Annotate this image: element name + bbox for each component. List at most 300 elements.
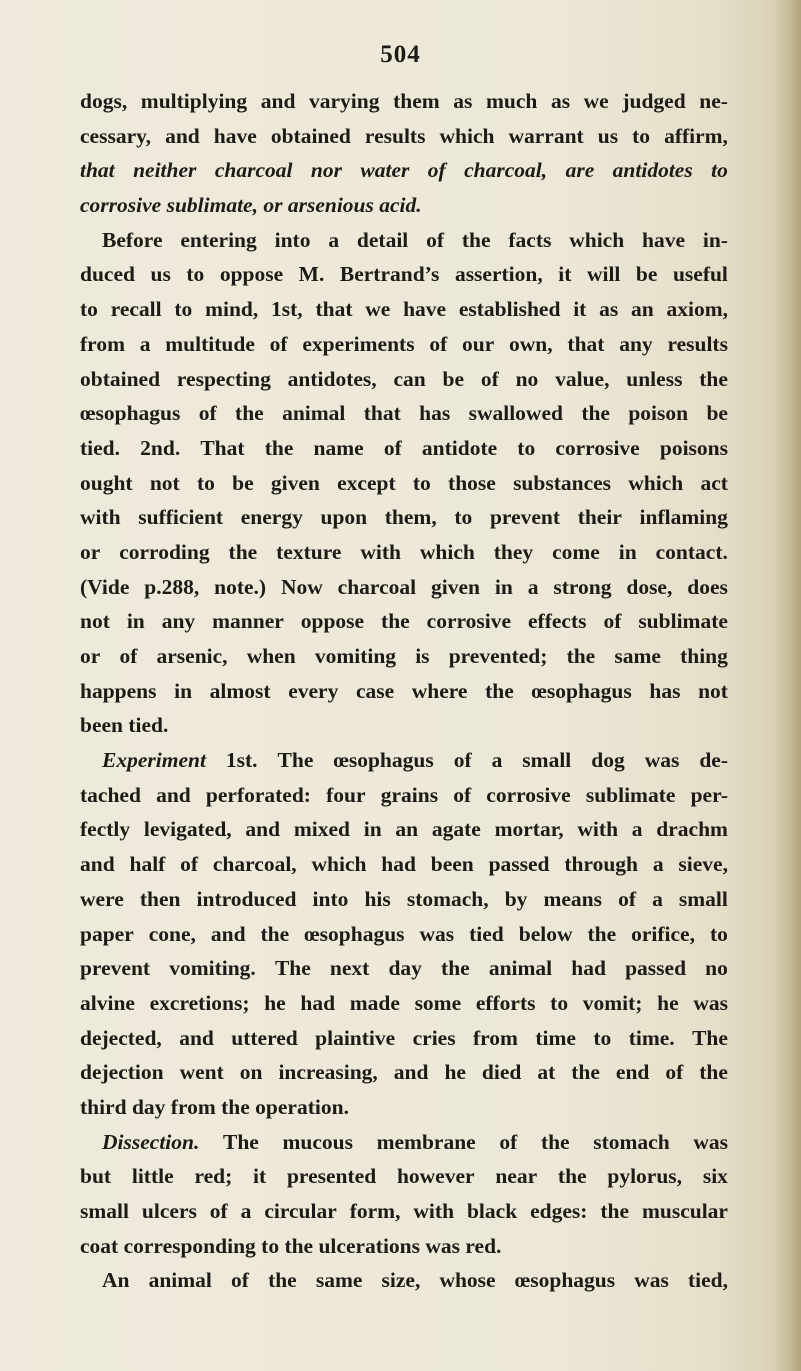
word: of: [453, 748, 472, 773]
word: it: [558, 262, 572, 287]
word: the: [699, 366, 728, 391]
word: œsophagus: [514, 1268, 616, 1293]
word: tied: [469, 921, 504, 946]
word: in: [618, 539, 637, 564]
word: of: [119, 644, 138, 668]
word: same: [315, 1268, 363, 1293]
word: no: [515, 366, 539, 391]
word: next: [329, 956, 370, 981]
word: then: [139, 886, 181, 911]
word: have: [403, 297, 447, 322]
word: perforated:: [205, 782, 311, 807]
word: energy: [240, 505, 303, 530]
text-line: [80, 466, 728, 501]
text-line: [80, 327, 728, 362]
word: any: [619, 331, 653, 356]
word: into: [312, 886, 349, 911]
word: of: [231, 1268, 249, 1293]
word: have: [642, 227, 686, 252]
word: obtained: [80, 366, 161, 391]
word: plaintive: [315, 1025, 396, 1050]
word: introduced: [196, 886, 297, 911]
word: been: [430, 852, 474, 877]
word: as: [550, 89, 571, 113]
word: day: [388, 956, 422, 981]
word: at: [537, 1060, 556, 1085]
word: efforts: [475, 990, 536, 1015]
word: with: [413, 1199, 455, 1223]
page-number: 504: [380, 41, 421, 68]
word: dogs,: [80, 89, 128, 113]
word: of: [269, 331, 288, 356]
word: affirm,: [664, 123, 728, 148]
word: texture: [276, 539, 342, 564]
word: œsophagus: [80, 401, 181, 426]
word: no: [705, 956, 728, 981]
word: which: [419, 539, 475, 564]
word: be: [232, 470, 254, 495]
word: whose: [439, 1268, 496, 1293]
word: those: [448, 470, 496, 495]
word: The: [274, 956, 311, 981]
word: of: [429, 331, 448, 356]
word: that: [315, 297, 353, 322]
word: black: [466, 1199, 518, 1223]
word: will: [586, 262, 621, 287]
word: a: [631, 817, 643, 842]
word: end: [615, 1060, 650, 1085]
word: a: [491, 748, 503, 773]
word: a: [240, 1199, 252, 1223]
word: he: [657, 990, 679, 1015]
word: their: [577, 505, 622, 530]
word: given: [270, 470, 320, 495]
word: with: [80, 505, 121, 530]
word: had: [300, 990, 336, 1015]
word: that: [363, 401, 401, 426]
word: of: [665, 1060, 684, 1085]
text-line: [80, 223, 728, 258]
word: swallowed: [468, 401, 563, 426]
word: the: [699, 1060, 728, 1085]
word: in-: [702, 227, 728, 252]
word: alvine: [80, 990, 135, 1015]
text-line: [80, 1194, 728, 1229]
text-line: [80, 1055, 728, 1090]
word: much: [485, 89, 538, 113]
text-line: [80, 1159, 728, 1194]
word: of: [427, 158, 446, 183]
word: a: [652, 852, 664, 877]
word: size,: [381, 1268, 421, 1293]
word: charcoal,: [464, 158, 548, 183]
word: the: [600, 1199, 630, 1223]
word: red;: [194, 1164, 233, 1189]
word: except: [337, 470, 396, 495]
word: to: [80, 297, 98, 322]
text-line: [80, 119, 728, 154]
word: drachm: [656, 817, 728, 842]
word: his: [364, 886, 391, 911]
word: to: [632, 123, 651, 148]
word: animal: [488, 956, 553, 981]
text-line: [80, 812, 728, 847]
word: assertion,: [454, 262, 543, 287]
word: by: [504, 886, 528, 911]
word: de-: [699, 748, 728, 773]
word: of: [209, 1199, 228, 1223]
word: was: [644, 748, 680, 773]
word: 1st,: [271, 297, 303, 322]
word: which: [439, 123, 495, 148]
text-line: [80, 396, 728, 431]
word: M.: [298, 262, 325, 287]
word: in: [174, 678, 193, 703]
word: prevent: [489, 505, 561, 530]
word: of: [180, 852, 199, 877]
word: value,: [555, 366, 610, 391]
word: Before: [102, 227, 163, 252]
word: results: [667, 331, 728, 356]
word: any: [161, 609, 196, 634]
word: and: [393, 1060, 429, 1085]
word: it: [253, 1164, 267, 1189]
text-line-content: corrosive sublimate, or arsenious acid.: [80, 193, 422, 218]
word: to: [517, 435, 536, 460]
word: corroding: [119, 539, 210, 564]
word: to: [709, 921, 728, 946]
text-line: [80, 882, 728, 917]
word: increasing,: [278, 1060, 378, 1085]
text-line: [80, 188, 728, 223]
word: our: [462, 331, 495, 356]
word: six: [702, 1164, 728, 1189]
word: facts: [508, 227, 552, 252]
word: to: [186, 262, 205, 287]
word: four: [326, 782, 366, 807]
word: not: [80, 609, 110, 634]
word: happens: [80, 678, 157, 703]
page-edge-shadow: [773, 0, 801, 1371]
word: case: [355, 678, 395, 703]
word: charcoal: [214, 158, 293, 183]
word: cries: [412, 1025, 456, 1050]
word: as: [599, 297, 619, 322]
word: the: [264, 435, 294, 460]
word: dejected,: [80, 1025, 162, 1050]
word: poison: [628, 401, 689, 426]
word: dejection: [80, 1060, 164, 1085]
word: and: [260, 89, 296, 113]
word: some: [414, 990, 462, 1015]
word: charcoal,: [212, 852, 297, 877]
word: vomit;: [582, 990, 643, 1015]
word: to: [711, 158, 728, 183]
word: oppose: [219, 262, 284, 287]
text-line: [80, 153, 728, 188]
word: of: [198, 401, 217, 426]
word: 2nd.: [140, 435, 181, 460]
word: respecting: [176, 366, 271, 391]
word: mucous: [282, 1129, 353, 1154]
word: obtained: [270, 123, 351, 148]
word: nor: [310, 158, 342, 183]
word: a: [328, 227, 340, 252]
word: same: [614, 644, 661, 668]
word: below: [518, 921, 573, 946]
word: has: [419, 401, 451, 426]
word: œsophagus: [304, 921, 405, 946]
word: of: [603, 609, 622, 634]
word: the: [571, 1060, 600, 1085]
word: muscular: [641, 1199, 728, 1223]
word: ulcers: [141, 1199, 197, 1223]
word: dog: [591, 748, 625, 773]
word: which: [311, 852, 367, 877]
word: corrosive: [555, 435, 640, 460]
word: the: [581, 401, 610, 426]
word: does: [687, 574, 728, 599]
word: That: [200, 435, 245, 460]
word: time: [535, 1025, 576, 1050]
word: orifice,: [631, 921, 695, 946]
word: on: [239, 1060, 263, 1085]
word: agate: [431, 817, 481, 842]
word: in: [494, 574, 513, 599]
word: was: [693, 990, 728, 1015]
word: with: [577, 817, 619, 842]
word: uttered: [231, 1025, 298, 1050]
word: circular: [264, 1199, 337, 1223]
word: were: [80, 886, 124, 911]
text-line: [80, 500, 728, 535]
text-line: [80, 1229, 728, 1264]
word: multitude: [165, 331, 255, 356]
word: it: [573, 297, 587, 322]
word: results: [364, 123, 426, 148]
text-line-content: third day from the operation.: [80, 1094, 349, 1119]
word: or: [80, 539, 101, 564]
word: The: [277, 748, 314, 773]
word: the: [566, 644, 596, 668]
word: half: [129, 852, 166, 877]
word: time.: [628, 1025, 675, 1050]
word: he: [264, 990, 286, 1015]
word: was: [419, 921, 455, 946]
word: varying: [309, 89, 380, 113]
word: where: [411, 678, 468, 703]
word: duced: [80, 262, 135, 287]
word: 1st.: [225, 748, 258, 773]
word: have: [213, 123, 257, 148]
word: we: [365, 297, 391, 322]
word: of: [618, 886, 636, 911]
word: they: [493, 539, 534, 564]
word: p.288,: [144, 574, 200, 599]
word: in: [126, 609, 145, 634]
word: was: [693, 1129, 728, 1154]
word: act: [700, 470, 728, 495]
word: ne-: [699, 89, 728, 113]
word: prevented;: [448, 644, 548, 668]
word: of: [453, 782, 472, 807]
word: to: [412, 470, 431, 495]
word: went: [179, 1060, 224, 1085]
text-line: [80, 362, 728, 397]
word: the: [235, 401, 264, 426]
word: tached: [80, 782, 141, 807]
word: are: [565, 158, 595, 183]
word: and: [156, 782, 191, 807]
word: small: [522, 748, 572, 773]
text-line: [80, 535, 728, 570]
text-line: [80, 639, 728, 674]
word: every: [288, 678, 339, 703]
word: them,: [384, 505, 437, 530]
word: and: [179, 1025, 214, 1050]
word: Experiment: [102, 748, 206, 773]
text-line: [80, 951, 728, 986]
word: edges:: [530, 1199, 588, 1223]
word: (Vide: [80, 574, 130, 599]
word: of: [426, 227, 445, 252]
word: be: [706, 401, 728, 426]
word: little: [131, 1164, 174, 1189]
word: corrosive: [426, 609, 512, 634]
word: them: [393, 89, 440, 113]
word: membrane: [376, 1129, 476, 1154]
word: dose,: [626, 574, 673, 599]
word: to: [593, 1025, 612, 1050]
word: Bertrand’s: [339, 262, 440, 287]
word: cone,: [148, 921, 196, 946]
word: water: [360, 158, 410, 183]
word: in: [363, 817, 382, 842]
word: form,: [349, 1199, 401, 1223]
word: to: [174, 297, 193, 322]
word: a: [652, 886, 663, 911]
word: excretions;: [149, 990, 250, 1015]
word: corrosive: [486, 782, 571, 807]
text-line: [80, 986, 728, 1021]
word: prevent: [80, 956, 151, 981]
word: recall: [110, 297, 162, 322]
word: of: [480, 366, 499, 391]
word: sublimate: [638, 609, 728, 634]
word: the: [381, 609, 410, 634]
word: a: [139, 331, 151, 356]
word: multiplying: [140, 89, 248, 113]
word: the: [228, 539, 258, 564]
word: a: [527, 574, 539, 599]
word: axiom,: [666, 297, 728, 322]
word: tied.: [80, 435, 121, 460]
text-line: [80, 570, 728, 605]
word: and: [165, 123, 200, 148]
word: name: [313, 435, 364, 460]
word: he: [444, 1060, 466, 1085]
word: pylorus,: [607, 1164, 683, 1189]
word: into: [274, 227, 311, 252]
word: cessary,: [80, 123, 152, 148]
word: judged: [622, 89, 686, 113]
word: and: [80, 852, 115, 877]
word: made: [349, 990, 400, 1015]
word: antidotes: [612, 158, 693, 183]
word: experiments: [302, 331, 415, 356]
word: is: [415, 644, 430, 668]
text-line-content: been tied.: [80, 713, 169, 738]
word: not: [698, 678, 728, 703]
word: almost: [209, 678, 271, 703]
word: own,: [509, 331, 553, 356]
word: the: [461, 227, 491, 252]
word: had: [571, 956, 606, 981]
word: neither: [133, 158, 197, 183]
word: passed: [488, 852, 550, 877]
word: per-: [690, 782, 728, 807]
text-line: [80, 778, 728, 813]
word: the: [557, 1164, 587, 1189]
word: passed: [625, 956, 687, 981]
word: vomiting.: [169, 956, 256, 981]
word: established: [458, 297, 561, 322]
word: and: [245, 817, 281, 842]
word: to: [196, 470, 215, 495]
text-line: [80, 917, 728, 952]
text-line: [80, 604, 728, 639]
word: the: [441, 956, 470, 981]
word: when: [246, 644, 296, 668]
text-line: [80, 1021, 728, 1056]
word: small: [678, 886, 728, 911]
text-line: [80, 1125, 728, 1160]
word: us: [150, 262, 171, 287]
word: paper: [80, 921, 134, 946]
word: be: [442, 366, 465, 391]
word: come: [552, 539, 600, 564]
word: The: [692, 1025, 728, 1050]
word: tied,: [687, 1268, 728, 1293]
word: note.): [214, 574, 267, 599]
word: mortar,: [494, 817, 564, 842]
word: an: [630, 297, 654, 322]
text-line: [80, 431, 728, 466]
word: us: [597, 123, 619, 148]
word: the: [260, 921, 290, 946]
word: substances: [513, 470, 612, 495]
word: an: [395, 817, 419, 842]
word: stomach,: [406, 886, 489, 911]
word: of: [383, 435, 402, 460]
word: vomiting: [314, 644, 397, 668]
word: as: [453, 89, 473, 113]
text-line: [80, 674, 728, 709]
word: can: [393, 366, 426, 391]
word: but: [80, 1164, 112, 1189]
word: or: [80, 644, 101, 668]
body-text: [80, 84, 728, 1298]
word: and: [210, 921, 246, 946]
word: of: [499, 1129, 518, 1154]
word: sieve,: [678, 852, 728, 877]
word: means: [543, 886, 603, 911]
word: presented: [286, 1164, 377, 1189]
word: was: [634, 1268, 669, 1293]
word: to: [454, 505, 473, 530]
word: unless: [626, 366, 683, 391]
text-line: [80, 84, 728, 119]
